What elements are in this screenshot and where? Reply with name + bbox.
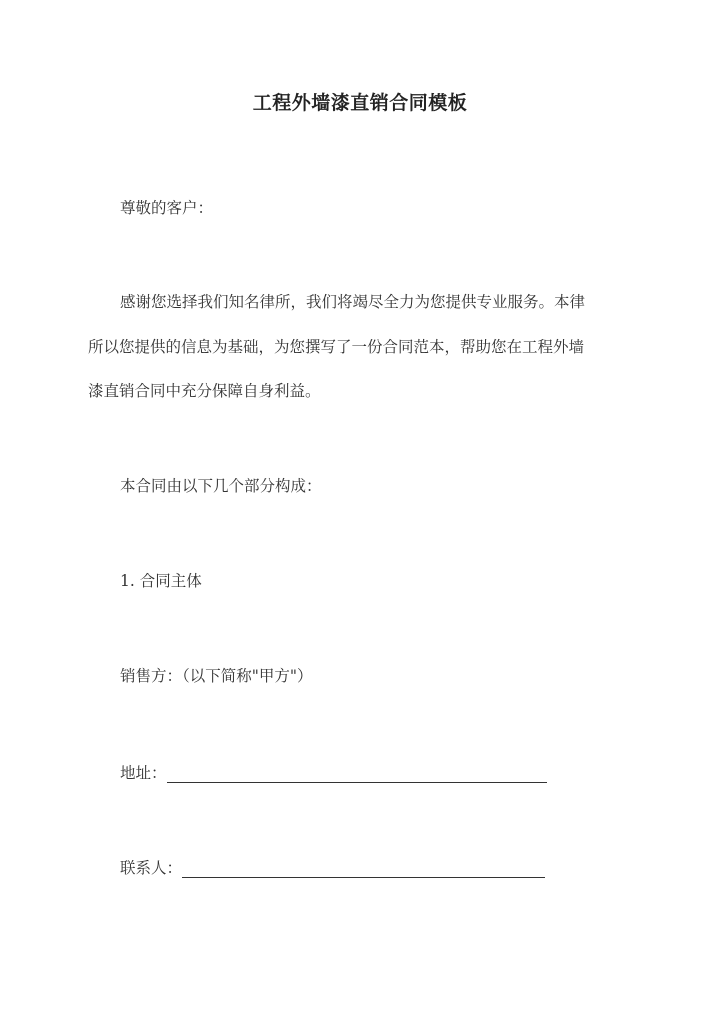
document-title: 工程外墙漆直销合同模板 <box>252 92 468 114</box>
contact-field <box>120 858 665 878</box>
composition-text: 本合同由以下几个部分构成： <box>120 477 322 495</box>
section-heading: 1. 合同主体 <box>120 572 202 590</box>
address-field <box>120 763 665 783</box>
intro-line-2: 所以您提供的信息为基础，为您撰写了一份合同范本，帮助您在工程外墙 <box>88 338 585 356</box>
contact-blank <box>182 861 545 878</box>
address-blank <box>167 766 547 783</box>
contact-label: 联系人： <box>120 859 183 877</box>
address-label: 地址： <box>120 764 167 782</box>
greeting: 尊敬的客户： <box>120 199 214 217</box>
intro-line-1: 感谢您选择我们知名律所，我们将竭尽全力为您提供专业服务。本律 <box>120 293 586 311</box>
intro-line-3: 漆直销合同中充分保障自身利益。 <box>88 382 321 400</box>
seller-line: 销售方：（以下简称"甲方"） <box>120 667 313 685</box>
